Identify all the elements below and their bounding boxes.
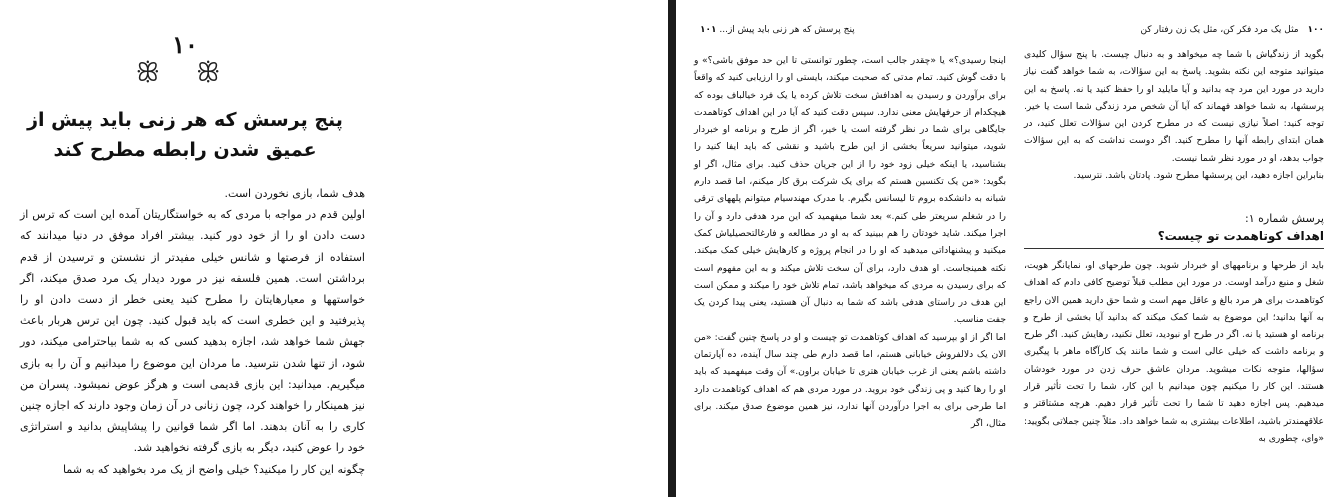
body-paragraph: بنابراین اجازه دهید، این پرسشها مطرح شود. پادتان باشد. نترسید. bbox=[1073, 170, 1324, 182]
running-header-text: مثل یک مرد فکر کن، مثل یک زن رفتار کن bbox=[1140, 25, 1299, 35]
running-header-text: پنج پرسش که هر زنی باید پیش از... bbox=[719, 25, 855, 35]
running-header-left bbox=[694, 25, 855, 35]
text-column-left bbox=[694, 52, 1006, 433]
section-label: پرسش شماره ۱: bbox=[1244, 212, 1324, 226]
section-divider bbox=[1024, 248, 1324, 249]
body-paragraph: چگونه این کار را میکنید؟ خیلی واضح از یک مرد بخواهید که به شما bbox=[63, 462, 365, 476]
body-paragraph: اما اگر از او بپرسید که اهداف کوتاهمدت تو چیست و او در پاسخ چنین گفت: «من الان یک دلالفروش خیابانی هستم، اما قصد دارم طی چند سال آینده، ده آپارتمان داشته باشم یعنی از غرب خیابان هتری تا خیابان براون.» آن وقت میفهمید که باید او را رها کنید و پی زندگی خود بروید. در مورد مردی هم که اهداف کوتاهمدت دارد اما طرحی برای به اجرا درآوردن آنها ندارد، نیز همین موضوع صدق میکند. برای مثال، اگر bbox=[694, 331, 1006, 430]
body-paragraph: هدف شما، بازی نخوردن است. bbox=[224, 187, 365, 200]
text-column-right bbox=[1024, 46, 1324, 447]
body-paragraph: اینجا رسیدی؟» یا «چقدر جالب است، چطور توانستی تا این حد موفق باشی؟» و با دقت گوش کنید. تمام مدتی که صحبت میکند، بایستی او را ارزیابی کنید که واقعاً برای برآوردن و رسیدن به اهدافش سخت تلاش کرده یا یک فرد خیالباف بوده که هیچکدام از حرفهایش معنی ندارد. سپس دقت کنید که آیا در این اهداف کوتاهمدت جایگاهی برای شما در نظر گرفته است یا خیر، اگر از طرح و برنامه او خبردار شوید، میتوانید سریعاً بخشی از این طرح باشید و نقشی که باید ایفا کنید را بشناسید، یا اینکه خیلی زود خود را از این جریان حذف کنید. برای مثال، اگر او بگوید: «من یک تکنسین هستم که برای یک شرکت برق کار میکنم، اما قصد دارم شبانه به دانشکده بروم تا لیسانس بگیرم. با مدرک مهندسیام میتوانم پلههای ترقی را در شغلم سریعتر طی کنم.» بعد شما میفهمید که این مرد هدفی دارد و آن را اجرا میکند. شاید خودتان را هم ببینید که به او در مطالعه و فارغالتحصیلیاش کمک میکنید و پیشنهاداتی میدهید که او را در انجام پروژه و کارهایش خیلی کمک میکند. نکته همینجاست. او هدف دارد، برای آن سخت تلاش میکند و به این مفهوم است که برای رسیدن به مردی که میخواهد باشد، تمام تلاش خود را میکند و ممکن است این هدف در راستای هدفی باشد که شما به دنبال آن هستید، یعنی پیدا کردن یک جفت مناسب. bbox=[694, 55, 1006, 326]
chapter-title: پنج پرسش که هر زنی باید پیش از عمیق شدن رابطه مطرح کند bbox=[27, 109, 343, 161]
body-paragraph: اولین قدم در مواجه با مردی که به خواستگاریتان آمده این است که ترس از دست دادن او را از خود دور کنید. بیشتر افراد موفق در دنیا میدانند که استفاده از فرصتها و شانس خیلی مفیدتر از نشستن و ترسیدن از قدم برداشتن است. همین فلسفه نیز در مورد دیدار یک مرد صدق میکند، اگر خواستهها و معیارهایتان را مطرح کنید یعنی خطر از دست دادن او را پذیرفتید و این خطری است که باید قبول کنید. چون این ترس هربار باعث جهش شما خواهد شد، اجازه بدهید کسی که به شما بیاحترامی میکند، دور شود، از تنها شدن نترسید. ما مردان این موضوع را میدانیم و آن را به بازی میگیریم. میدانید: این بازی قدیمی است و هرگز عوض نمیشود. پسران من نیز همینکار را خواهند کرد، چون زنانی در آن زمان وجود دارند که اجازه چنین کاری را به آنان بدهند. اما اگر شما قوانین را پیشاپیش بدانید و استراتژی خود را عوض کنید، دیگر به بازی گرفته نخواهید شد. bbox=[20, 208, 365, 455]
page-number: ۱۰۰ bbox=[1307, 25, 1324, 35]
body-paragraph: باید از طرحها و برنامههای او خبردار شوید. چون طرحهای او، نمایانگر هویت، شغل و منبع درآمد اوست. در مورد این مطلب قبلاً توضیح کافی دادم که اهداف کوتاهمدت برای هر مرد بالغ و عاقل مهم است و شما حق دارید همین الان راجع به آنها بدانید؛ این موضوع به شما کمک میکند که بدانید آیا بخشی از طرح و برنامه او هستید یا نه. اگر در طرح او نبودید، تعلل نکنید، رهایش کنید. اگر طرح و برنامه داشت که خیلی عالی است و شما مانند یک کارآگاه ماهر با پیگیری سؤالها، متوجه نکات میشوید. مردان عاشق حرف زدن در مورد خودشان هستند. این کار را میکنیم چون میدانیم با این کار، شما را تحت تأثیر قرار میدهیم. پس اجازه دهید تا شما را تحت تأثیر قرار دهیم. هرچه مشتاقتر و علاقهمندتر باشید، اطلاعات بیشتری به شما خواهد داد. مثلاً چنین جملاتی بگویید: «وای، چطوری به bbox=[1024, 259, 1324, 444]
section-title: اهداف کوتاهمدت تو چیست؟ bbox=[1157, 228, 1324, 243]
body-paragraph: بگوید از زندگیاش با شما چه میخواهد و به دنبال چیست. با پنج سؤال کلیدی میتوانید متوجه این نکته بشوید. پاسخ به این سؤالات، به شما خواهد گفت نیاز دارید در مورد این مرد چه بدانید و آیا مایلید او را حفظ کنید یا نه. پاسخ به این پرسشها، به شما خواهد فهماند که آیا آن شخص مرد زندگی شما است یا خیر. توجه کنید: اصلاً نیازی نیست که در مطرح کردن این سؤالات تعلل کنید، در همان ابتدای رابطه آنها را مطرح کنید. اگر دوست نداشت که به این سؤالات جواب بدهد، او در مورد نظر شما نیست. bbox=[1024, 49, 1324, 164]
chapter-body bbox=[20, 183, 365, 480]
right-book-page bbox=[676, 0, 1344, 497]
chapter-ornament: ꕥ ꕥ bbox=[135, 58, 235, 88]
running-header-right bbox=[1140, 25, 1324, 35]
book-gutter bbox=[668, 0, 676, 497]
chapter-number: ۱۰ bbox=[172, 30, 198, 59]
section-heading bbox=[1024, 210, 1324, 249]
left-book-page bbox=[0, 0, 668, 497]
page-number: ۱۰۱ bbox=[700, 25, 717, 35]
